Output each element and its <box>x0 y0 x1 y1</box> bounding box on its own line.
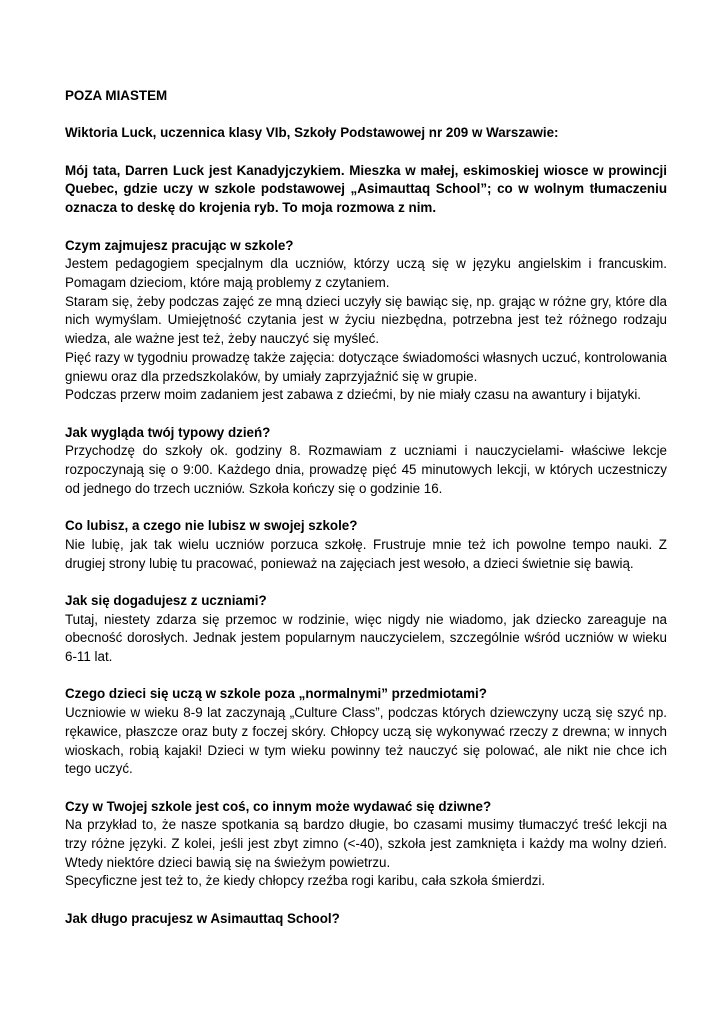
answer-paragraph: Podczas przerw moim zadaniem jest zabawa z dziećmi, by nie miały czasu na awantury i bijatyki. <box>65 387 642 403</box>
question-heading: Czy w Twojej szkole jest coś, co innym może wydawać się dziwne? <box>65 798 492 814</box>
spacer <box>65 891 667 910</box>
spacer <box>65 106 667 125</box>
spacer <box>65 573 667 592</box>
spacer <box>65 667 667 686</box>
answer-paragraph: Tutaj, niestety zdarza się przemoc w rodzinie, więc nigdy nie wiadomo, jak dziecko zareaguje na obecność dorosłych. Jednak jestem popularnym nauczycielem, szczególnie wśród uczniów w wieku 6-11 lat. <box>65 611 667 664</box>
byline: Wiktoria Luck, uczennica klasy VIb, Szkoły Podstawowej nr 209 w Warszawie: <box>65 125 559 141</box>
question-heading: Czego dzieci się uczą w szkole poza „normalnymi” przedmiotami? <box>65 686 487 702</box>
document-title: POZA MIASTEM <box>65 88 168 103</box>
question-heading: Co lubisz, a czego nie lubisz w swojej szkole? <box>65 518 358 534</box>
question-heading: Czym zajmujesz pracując w szkole? <box>65 237 294 253</box>
question-heading: Jak wygląda twój typowy dzień? <box>65 424 271 440</box>
answer-paragraph: Nie lubię, jak tak wielu uczniów porzuca szkołę. Frustruje mnie też ich powolne tempo nauki. Z drugiej strony lubię tu pracować, ponieważ na zajęciach jest wesoło, a dzieci świetnie się bawią. <box>65 536 667 571</box>
answer-paragraph: Uczniowie w wieku 8-9 lat zaczynają „Culture Class”, podczas których dziewczyny uczą się szyć np. rękawice, płaszcze oraz buty z foczej skóry. Chłopcy uczą się wykonywać rzeczy z drewna; w innych wioskach, robią kajaki! Dzieci w tym wieku powinny też nauczyć się polować, ale nikt nie chce ich tego uczyć. <box>65 705 667 777</box>
spacer <box>65 143 667 162</box>
answer-paragraph: Na przykład to, że nasze spotkania są bardzo długie, bo czasami musimy tłumaczyć treść lekcji na trzy różne języki. Z kolei, jeśli jest zbyt zimno (<-40), szkoła jest zamknięta i każdy ma wolny dzień. Wtedy niektóre dzieci bawią się na świeżym powietrzu. <box>65 817 667 870</box>
spacer <box>65 779 667 798</box>
answer-paragraph: Przychodzę do szkoły ok. godziny 8. Rozmawiam z uczniami i nauczycielami- właściwe lekcje rozpoczynają się o 9:00. Każdego dnia, prowadzę pięć 45 minutowych lekcji, w których uczestniczy od jednego do trzech uczniów. Szkoła kończy się o godzinie 16. <box>65 443 667 496</box>
answer-paragraph: Jestem pedagogiem specjalnym dla uczniów, którzy uczą się w języku angielskim i francuskim. Pomagam dzieciom, które mają problemy z czytaniem. <box>65 256 667 290</box>
answer-paragraph: Specyficzne jest też to, że kiedy chłopcy rzeźba rogi karibu, cała szkoła śmierdzi. <box>65 873 546 889</box>
document-page <box>65 87 667 929</box>
intro-paragraph: Mój tata, Darren Luck jest Kanadyjczykiem. Mieszka w małej, eskimoskiej wiosce w prowincji Quebec, gdzie uczy w szkole podstawowej „Asimauttaq School”; co w wolnym tłumaczeniu oznacza to deskę do krojenia ryb. To moja rozmowa z nim. <box>65 162 667 216</box>
answer-paragraph: Pięć razy w tygodniu prowadzę także zajęcia: dotyczące świadomości własnych uczuć, kontrolowania gniewu oraz dla przedszkolaków, by umiały zaprzyjaźnić się w grupie. <box>65 349 667 384</box>
question-heading: Jak się dogadujesz z uczniami? <box>65 592 267 608</box>
spacer <box>65 405 667 424</box>
spacer <box>65 218 667 237</box>
answer-paragraph: Staram się, żeby podczas zajęć ze mną dzieci uczyły się bawiąc się, np. grając w różne gry, które dla nich wymyślam. Umiejętność czytania jest w życiu niezbędna, potrzebna jest też różnego rodzaju wiedza, ale ważne jest też, żeby nauczyć się myśleć. <box>65 293 667 347</box>
spacer <box>65 498 667 517</box>
question-heading: Jak długo pracujesz w Asimauttaq School? <box>65 910 340 926</box>
